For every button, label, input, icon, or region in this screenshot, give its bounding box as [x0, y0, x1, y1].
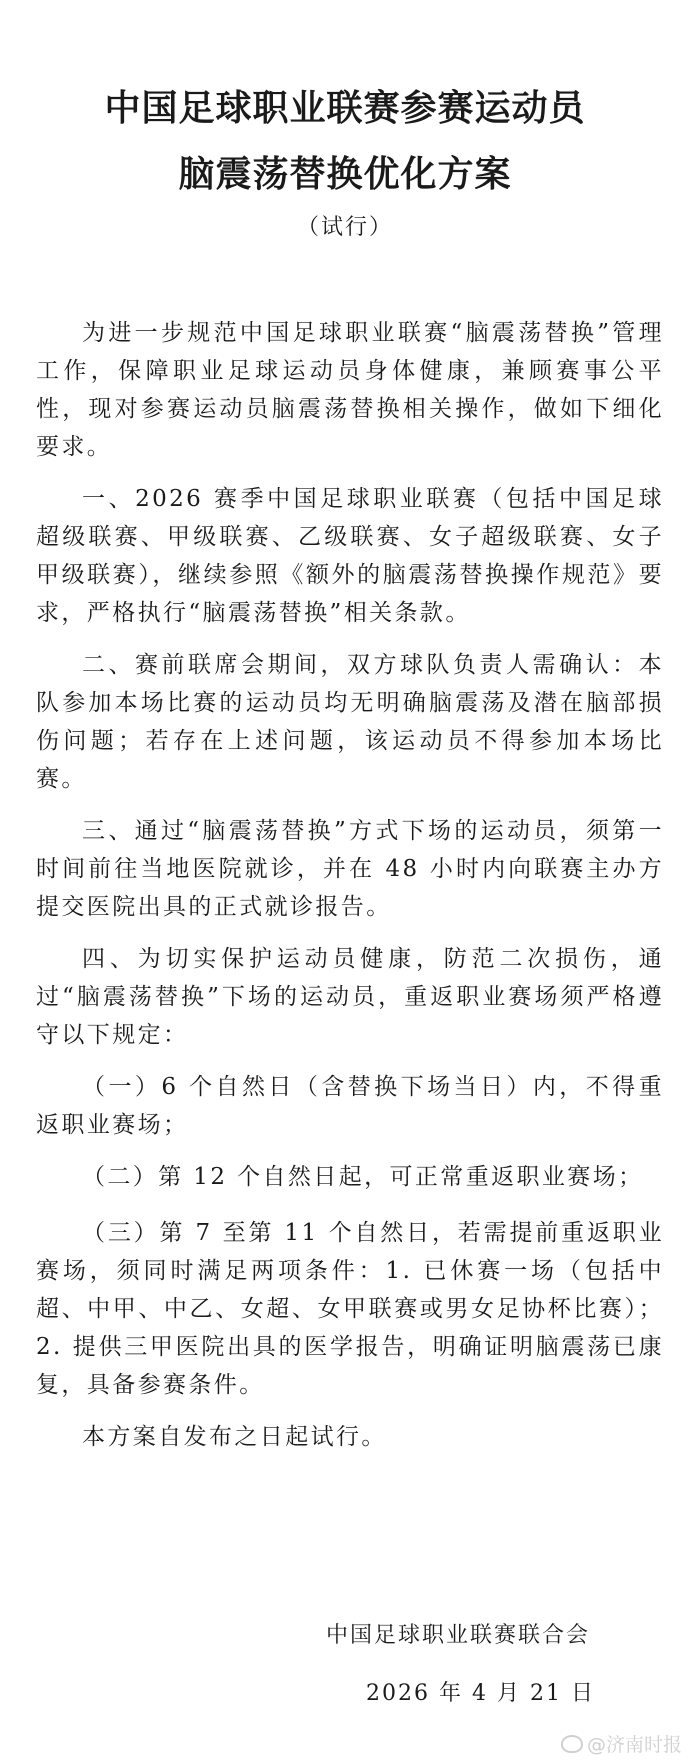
- document-title-line-2: 脑震荡替换优化方案: [178, 154, 512, 195]
- document-body: [36, 314, 664, 1470]
- document-title-line-1: 中国足球职业联赛参赛运动员: [104, 88, 586, 129]
- clause-three: 三、通过“脑震荡替换”方式下场的运动员，须第一时间前往当地医院就诊，并在 48 小时内向联赛主办方提交医院出具的正式就诊报告。: [36, 818, 664, 920]
- signature-organization: 中国足球职业联赛联合会: [326, 1623, 591, 1648]
- clause-two: 二、赛前联席会期间，双方球队负责人需确认：本队参加本场比赛的运动员均无明确脑震荡及潜在脑部损伤问题；若存在上述问题，该运动员不得参加本场比赛。: [36, 652, 664, 792]
- watermark-text: @济南时报: [586, 1734, 682, 1756]
- clause-four: 四、为切实保护运动员健康，防范二次损伤，通过“脑震荡替换”下场的运动员，重返职业赛场须严格遵守以下规定：: [36, 946, 664, 1048]
- clause-four-item-two: （二）第 12 个自然日起，可正常重返职业赛场；: [82, 1164, 644, 1190]
- clause-four-item-one: （一）6 个自然日（含替换下场当日）内，不得重返职业赛场；: [36, 1074, 664, 1138]
- effective-statement: 本方案自发布之日起试行。: [82, 1424, 387, 1450]
- intro-paragraph: 为进一步规范中国足球职业联赛“脑震荡替换”管理工作，保障职业足球运动员身体健康，兼顾赛事公平性，现对参赛运动员脑震荡替换相关操作，做如下细化要求。: [36, 320, 664, 460]
- weibo-logo-icon: [561, 1735, 583, 1753]
- clause-four-item-three: （三）第 7 至第 11 个自然日，若需提前重返职业赛场，须同时满足两项条件：1. 已休赛一场（包括中超、中甲、中乙、女超、女甲联赛或男女足协杯比赛）；2. 提供三甲医院出具的医学报告，明确证明脑震荡已康复，具备参赛条件。: [36, 1220, 664, 1398]
- document-subtitle: （试行）: [296, 215, 393, 240]
- source-watermark: [561, 1730, 682, 1757]
- clause-one: 一、2026 赛季中国足球职业联赛（包括中国足球超级联赛、甲级联赛、乙级联赛、女子超级联赛、女子甲级联赛），继续参照《额外的脑震荡替换操作规范》要求，严格执行“脑震荡替换”相关条款。: [36, 486, 664, 626]
- signature-date: 2026 年 4 月 21 日: [366, 1681, 595, 1706]
